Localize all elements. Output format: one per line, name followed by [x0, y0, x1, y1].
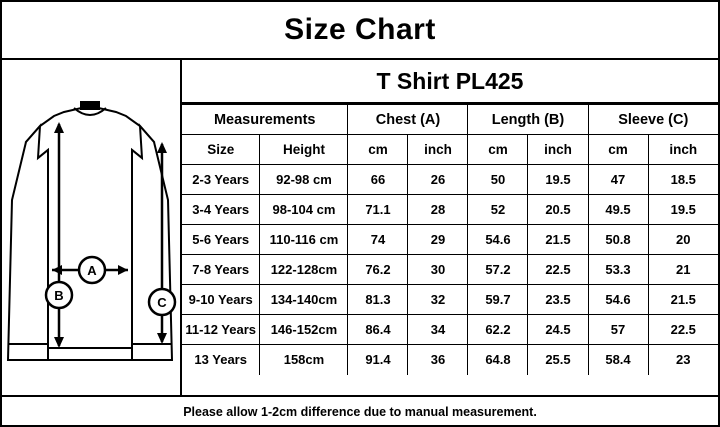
cell-chest-cm: 71.1 — [348, 195, 408, 225]
cell-height: 98-104 cm — [260, 195, 348, 225]
cell-sleeve-cm: 54.6 — [588, 285, 648, 315]
cell-chest-cm: 76.2 — [348, 255, 408, 285]
size-table-wrapper — [182, 104, 718, 427]
cell-sleeve-cm: 47 — [588, 165, 648, 195]
cell-length-cm: 62.2 — [468, 315, 528, 345]
cell-chest-cm: 74 — [348, 225, 408, 255]
cell-sleeve-cm: 58.4 — [588, 345, 648, 375]
cell-sleeve-cm: 57 — [588, 315, 648, 345]
sub-header-sleeve-inch: inch — [648, 135, 718, 165]
sub-header-row — [182, 135, 718, 165]
cell-chest-inch: 32 — [408, 285, 468, 315]
sub-header-chest-cm: cm — [348, 135, 408, 165]
table-row — [182, 345, 718, 375]
garment-illustration — [2, 60, 180, 399]
cell-size: 2-3 Years — [182, 165, 260, 195]
cell-size: 11-12 Years — [182, 315, 260, 345]
illustration-pane — [2, 60, 182, 427]
table-row — [182, 315, 718, 345]
cell-length-inch: 22.5 — [528, 255, 588, 285]
cell-length-cm: 64.8 — [468, 345, 528, 375]
cell-chest-inch: 34 — [408, 315, 468, 345]
size-table-head — [182, 105, 718, 165]
group-header-length: Length (B) — [468, 105, 588, 135]
cell-chest-cm: 81.3 — [348, 285, 408, 315]
cell-height: 110-116 cm — [260, 225, 348, 255]
cell-chest-inch: 28 — [408, 195, 468, 225]
cell-chest-inch: 29 — [408, 225, 468, 255]
cell-length-cm: 52 — [468, 195, 528, 225]
cell-height: 122-128cm — [260, 255, 348, 285]
group-header-measurements: Measurements — [182, 105, 348, 135]
cell-sleeve-inch: 19.5 — [648, 195, 718, 225]
footer-note-wrapper — [2, 395, 718, 425]
cell-chest-cm: 66 — [348, 165, 408, 195]
left-sleeve-shape — [8, 126, 48, 360]
cell-height: 92-98 cm — [260, 165, 348, 195]
cell-length-inch: 21.5 — [528, 225, 588, 255]
cell-length-inch: 25.5 — [528, 345, 588, 375]
sub-header-chest-inch: inch — [408, 135, 468, 165]
table-row — [182, 255, 718, 285]
cell-chest-cm: 86.4 — [348, 315, 408, 345]
page-title-bar — [2, 2, 718, 60]
sleeve-arrow-head-top — [157, 142, 167, 153]
footer-note: Please allow 1-2cm difference due to manual measurement. — [2, 395, 718, 427]
cell-length-inch: 24.5 — [528, 315, 588, 345]
sub-header-height: Height — [260, 135, 348, 165]
neck-tag-icon — [80, 101, 100, 110]
cell-chest-inch: 36 — [408, 345, 468, 375]
cell-length-cm: 57.2 — [468, 255, 528, 285]
cell-sleeve-inch: 21 — [648, 255, 718, 285]
cell-height: 146-152cm — [260, 315, 348, 345]
cell-length-cm: 50 — [468, 165, 528, 195]
cell-length-inch: 20.5 — [528, 195, 588, 225]
table-row — [182, 285, 718, 315]
cell-size: 9-10 Years — [182, 285, 260, 315]
cell-sleeve-cm: 53.3 — [588, 255, 648, 285]
size-table — [182, 104, 718, 375]
group-header-chest: Chest (A) — [348, 105, 468, 135]
cell-sleeve-inch: 21.5 — [648, 285, 718, 315]
cell-size: 5-6 Years — [182, 225, 260, 255]
cell-height: 134-140cm — [260, 285, 348, 315]
product-name-bar — [182, 60, 718, 104]
cell-chest-inch: 26 — [408, 165, 468, 195]
table-row — [182, 165, 718, 195]
cell-length-cm: 59.7 — [468, 285, 528, 315]
cell-sleeve-cm: 49.5 — [588, 195, 648, 225]
sub-header-length-cm: cm — [468, 135, 528, 165]
product-name: T Shirt PL425 — [376, 67, 524, 94]
cell-size: 3-4 Years — [182, 195, 260, 225]
page-title: Size Chart — [284, 13, 436, 46]
chart-body — [2, 60, 718, 427]
size-table-body — [182, 165, 718, 375]
sub-header-length-inch: inch — [528, 135, 588, 165]
cell-sleeve-inch: 23 — [648, 345, 718, 375]
cell-length-cm: 54.6 — [468, 225, 528, 255]
chest-label: A — [87, 263, 97, 278]
cell-sleeve-inch: 20 — [648, 225, 718, 255]
cell-chest-cm: 91.4 — [348, 345, 408, 375]
table-row — [182, 195, 718, 225]
sub-header-size: Size — [182, 135, 260, 165]
sleeve-label: C — [157, 295, 167, 310]
cell-sleeve-inch: 18.5 — [648, 165, 718, 195]
table-row — [182, 225, 718, 255]
cell-length-inch: 19.5 — [528, 165, 588, 195]
cell-size: 13 Years — [182, 345, 260, 375]
cell-length-inch: 23.5 — [528, 285, 588, 315]
group-header-row — [182, 105, 718, 135]
sub-header-sleeve-cm: cm — [588, 135, 648, 165]
cell-height: 158cm — [260, 345, 348, 375]
cell-sleeve-inch: 22.5 — [648, 315, 718, 345]
group-header-sleeve: Sleeve (C) — [588, 105, 718, 135]
right-sleeve-shape — [132, 126, 172, 360]
cell-sleeve-cm: 50.8 — [588, 225, 648, 255]
length-label: B — [54, 288, 64, 303]
table-pane — [182, 60, 718, 427]
cell-chest-inch: 30 — [408, 255, 468, 285]
cell-size: 7-8 Years — [182, 255, 260, 285]
